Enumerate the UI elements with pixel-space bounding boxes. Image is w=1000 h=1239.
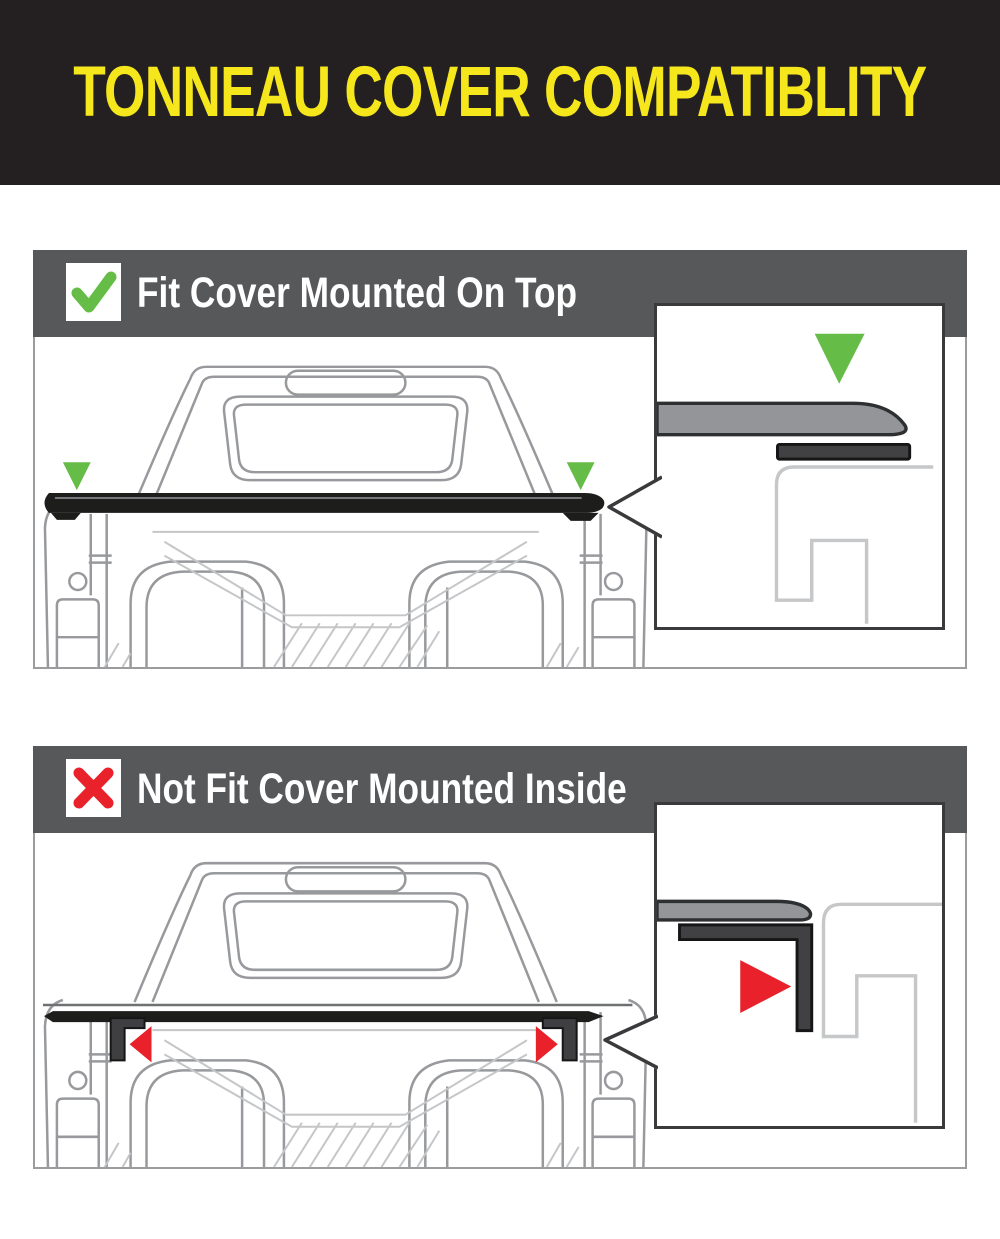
bed-rail-profile bbox=[823, 904, 942, 1122]
truck-rear-view bbox=[45, 367, 646, 667]
check-box bbox=[66, 263, 121, 321]
inset-diagram-not-fit bbox=[654, 802, 945, 1129]
side-arrow-icon bbox=[130, 1026, 152, 1062]
banner bbox=[0, 0, 1000, 185]
bed-rail-profile bbox=[776, 467, 933, 624]
side-arrow-icon bbox=[536, 1026, 558, 1062]
banner-title: TONNEAU COVER COMPATIBLITY bbox=[73, 53, 927, 132]
callout-pointer bbox=[604, 475, 662, 539]
inset-diagram-fit bbox=[654, 303, 945, 630]
down-arrow-icon bbox=[815, 334, 865, 384]
panel-fit-title: Fit Cover Mounted On Top bbox=[137, 269, 578, 317]
cross-box bbox=[66, 759, 121, 817]
down-arrow-icon bbox=[567, 462, 595, 490]
cover-cross-section bbox=[657, 901, 811, 920]
side-arrow-icon bbox=[740, 960, 791, 1013]
callout-pointer bbox=[600, 1014, 658, 1070]
panel-not-fit-title: Not Fit Cover Mounted Inside bbox=[137, 765, 627, 813]
cover-cross-section bbox=[657, 403, 906, 434]
cover-clamp-bar bbox=[777, 444, 909, 459]
check-icon bbox=[66, 263, 121, 321]
cross-icon bbox=[66, 759, 121, 817]
down-arrow-icon bbox=[63, 462, 91, 490]
cover-bar-on-top bbox=[44, 493, 604, 521]
